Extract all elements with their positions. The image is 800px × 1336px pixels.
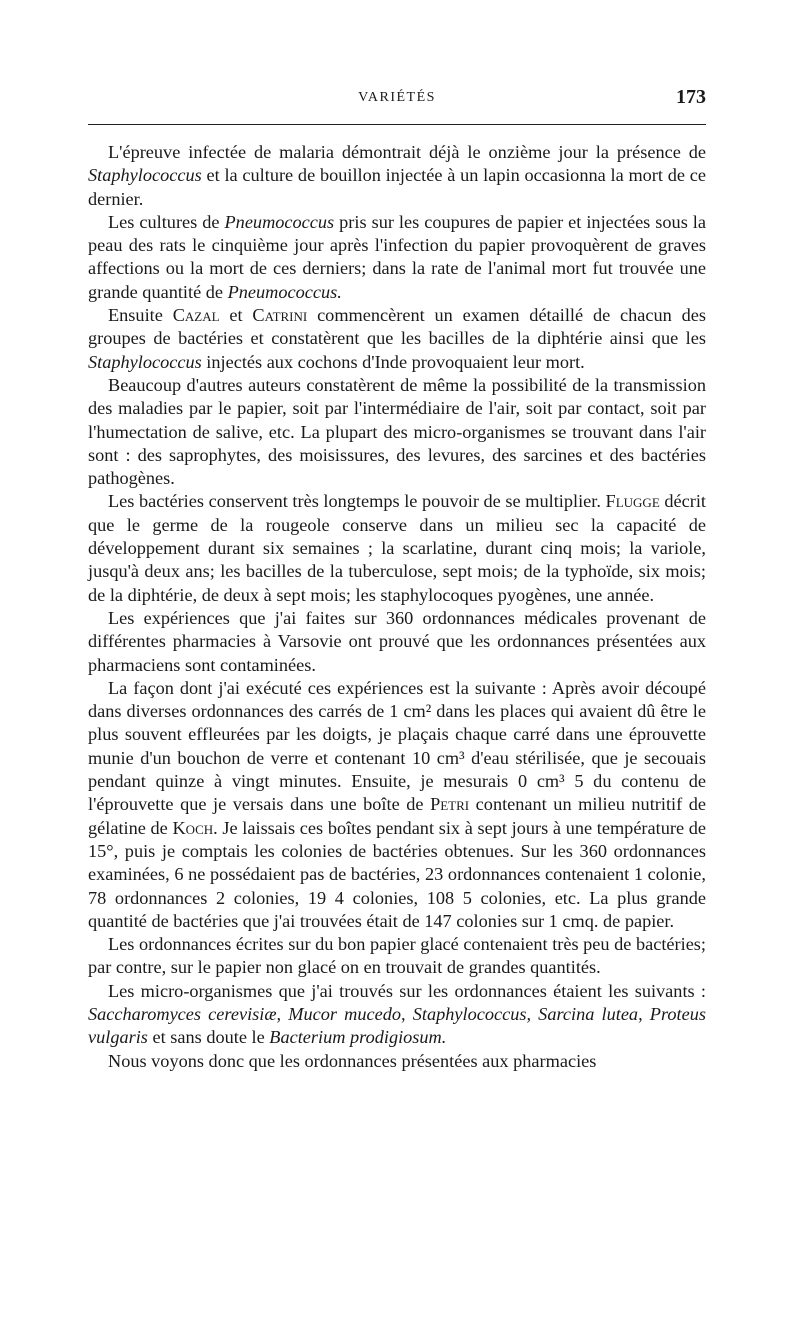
paragraph (88, 141, 706, 211)
text-run: . Je laissais ces boîtes pendant six à sept jours à une température de 15°, puis je comptais les colonies de bactéries obtenues. Sur les 360 ordonnances examinées, 6 ne possédaient pas de bactéries, 23 ordonnances contenaient 1 colonie, 78 ordonnances 2 colonies, 19 4 colonies, 108 5 colonies, etc. La plus grande quantité de bactéries que j'ai trouvées était de 147 colonies sur 1 cmq. de papier. (88, 817, 706, 931)
page-header (88, 86, 706, 114)
text-run: Ensuite (108, 305, 173, 326)
text-run: Les micro-organismes que j'ai trouvés sur les ordonnances étaient les suivants : (108, 980, 706, 1001)
text-run: pris sur les coupures de papier et injectées sous la peau des rats le cinquième jour après l'infection du papier provoquèrent de graves affections ou la mort de ces derniers; dans la rate de l'animal mort fut trouvée une grande quantité de (88, 211, 706, 302)
text-run: La façon dont j'ai exécuté ces expériences est la suivante : Après avoir découpé dans diverses ordonnances des carrés de 1 cm² dans les places qui avaient dû être le plus souvent effleurées par les doigts, je plaçais chaque carré dans une éprouvette munie d'un bouchon de verre et contenant 10 cm³ d'eau stérilisée, que je secouais pendant quinze à vingt minutes. Ensuite, je mesurais 0 cm³ 5 du contenu de l'éprouvette que je versais dans une boîte de (88, 677, 706, 815)
article-body (88, 141, 706, 1073)
italic-term: Pneumococcus (224, 211, 335, 232)
author-name: Koch (172, 817, 214, 838)
italic-term: Staphylococcus (88, 351, 202, 372)
text-run: Les bactéries conservent très longtemps le pouvoir de se multiplier. (108, 491, 606, 512)
paragraph (88, 490, 706, 606)
text-run: et la culture de bouillon injectée à un lapin occasionna la mort de ce dernier. (88, 165, 706, 209)
page-number: 173 (676, 86, 706, 108)
italic-term: Staphylococcus (88, 165, 202, 186)
paragraph (88, 933, 706, 980)
header-rule (88, 124, 706, 125)
text-run: décrit que le germe de la rougeole conserve dans un milieu sec la capacité de développement durant six semaines ; la scarlatine, durant cinq mois; la variole, jusqu'à deux ans; les bacilles de la tuberculose, sept mois; de la typhoïde, six mois; de la diphtérie, de deux à sept mois; les staphylocoques pyogènes, une année. (88, 491, 707, 605)
author-name: Flugge (605, 491, 660, 512)
paragraph (88, 1050, 706, 1073)
paragraph (88, 980, 706, 1050)
author-name: Catrini (252, 305, 308, 326)
text-run: Les ordonnances écrites sur du bon papier glacé contenaient très peu de bactéries; par contre, sur le papier non glacé on en trouvait de grandes quantités. (88, 934, 706, 978)
paragraph (88, 304, 706, 374)
text-run: Nous voyons donc que les ordonnances présentées aux pharmacies (108, 1050, 597, 1071)
italic-term: Pneumococcus. (227, 281, 342, 302)
text-run: Les cultures de (108, 211, 225, 232)
text-run: L'épreuve infectée de malaria démontrait déjà le onzième jour la présence de (108, 142, 706, 162)
text-run: injectés aux cochons d'Inde provoquaient leur mort. (201, 351, 585, 372)
paragraph (88, 607, 706, 677)
text-run: Les expériences que j'ai faites sur 360 ordonnances médicales provenant de différentes pharmacies à Varsovie ont prouvé que les ordonnances présentées aux pharmaciens sont contaminées. (88, 607, 706, 675)
text-run: contenant un milieu nutritif de gélatine de (88, 794, 707, 838)
italic-term: Saccharomyces cerevisiæ, Mucor mucedo, Staphylococcus, Sarcina lutea, Proteus vulgaris (88, 1003, 706, 1048)
running-head: VARIÉTÉS (358, 90, 436, 105)
text-run: Beaucoup d'autres auteurs constatèrent de même la possibilité de la transmission des maladies par le papier, soit par l'intermédiaire de l'air, soit par contact, soit par l'humectation de salive, etc. La plupart des micro-organismes se trouvant dans l'air sont : des saprophytes, des moisissures, des levures, des sarcines et des bactéries pathogènes. (88, 374, 706, 489)
text-run: et sans doute le (147, 1027, 270, 1048)
text-run: commencèrent un examen détaillé de chacun des groupes de bactéries et constatèrent que les bacilles de la diphtérie ainsi que les (88, 305, 707, 349)
author-name: Cazal (172, 305, 220, 326)
author-name: Petri (430, 794, 470, 815)
paragraph (88, 211, 706, 304)
paragraph (88, 374, 706, 490)
paragraph (88, 677, 706, 933)
italic-term: Bacterium prodigiosum. (269, 1027, 447, 1048)
text-run: et (219, 305, 253, 326)
